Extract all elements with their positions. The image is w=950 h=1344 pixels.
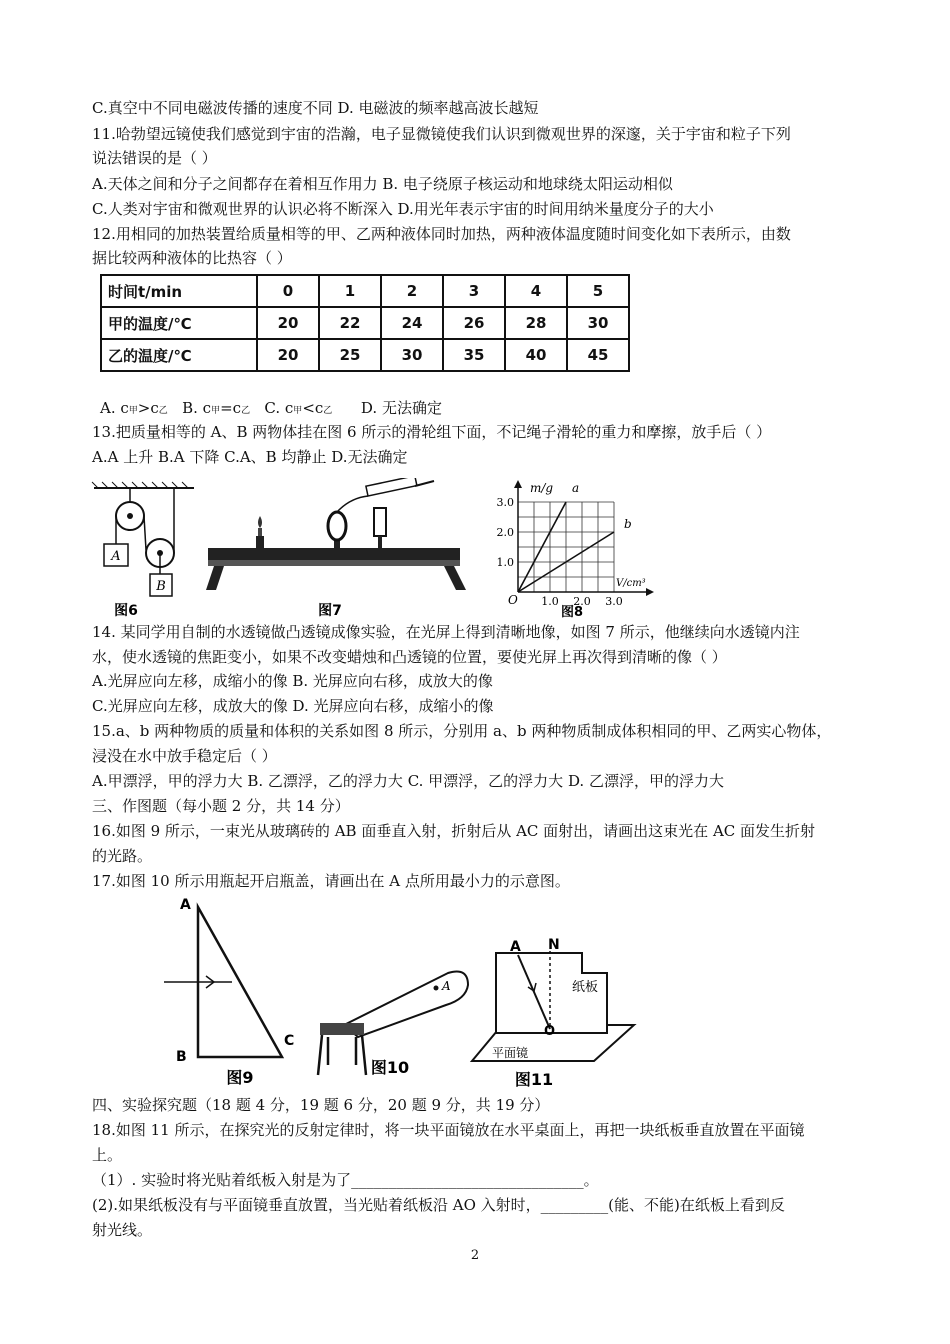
vertex-b-label: B (176, 1049, 187, 1065)
q11-stem-cont: 说法错误的是（ ） (92, 149, 217, 167)
option-a: A. c甲>c乙 (100, 399, 168, 417)
section-4-heading: 四、实验探究题（18 题 4 分，19 题 6 分，20 题 9 分，共 19 分） (92, 1096, 550, 1114)
section-3-heading: 三、作图题（每小题 2 分，共 14 分） (92, 797, 350, 815)
temperature-table (100, 274, 630, 372)
q18-stem-cont: 上。 (92, 1146, 123, 1164)
point-a-label: A (442, 979, 451, 993)
table-cell: 28 (505, 307, 567, 339)
ray-a-label: A (510, 939, 521, 955)
table-cell: 甲的温度/℃ (101, 307, 257, 339)
table-cell: 24 (381, 307, 443, 339)
page-number: 2 (470, 1248, 480, 1263)
table-cell: 35 (443, 339, 505, 371)
q14-stem: 14. 某同学用自制的水透镜做凸透镜成像实验，在光屏上得到清晰地像，如图 7 所示，他继续向水透镜内注 (92, 623, 800, 641)
figure-caption: 图11 (514, 1070, 554, 1089)
y-tick-label: 2.0 (496, 526, 514, 539)
table-cell: 5 (567, 275, 629, 307)
q12-stem: 12.用相同的加热装置给质量相等的甲、乙两种液体同时加热，两种液体温度随时间变化如下表所示，由数 (92, 225, 791, 243)
origin-label: O (508, 593, 518, 607)
q18-part-2: (2).如果纸板没有与平面镜垂直放置，当光贴着纸板沿 AO 入射时，_________(能、不能)在纸板上看到反 (92, 1196, 785, 1214)
table-cell: 时间t/min (101, 275, 257, 307)
table-cell: 30 (567, 307, 629, 339)
table-cell: 45 (567, 339, 629, 371)
y-tick-label: 3.0 (496, 496, 514, 509)
figure-caption: 图7 (318, 603, 342, 618)
q18-part-2-cont: 射光线。 (92, 1221, 153, 1239)
figure-caption: 图8 (560, 605, 584, 620)
table-cell: 30 (381, 339, 443, 371)
table-row (101, 275, 629, 307)
x-tick-label: 3.0 (605, 595, 623, 608)
table-cell: 25 (319, 339, 381, 371)
q18-part-1: （1）. 实验时将光贴着纸板入射是为了_______________________________。 (92, 1171, 599, 1189)
x-tick-label: 1.0 (541, 595, 559, 608)
q15-options: A.甲漂浮，甲的浮力大 B. 乙漂浮，乙的浮力大 C. 甲漂浮，乙的浮力大 D. 乙漂浮，甲的浮力大 (92, 772, 724, 790)
chart-grid (518, 502, 614, 592)
figure-caption: 图6 (114, 603, 138, 618)
table-cell: 3 (443, 275, 505, 307)
table-cell: 1 (319, 275, 381, 307)
q16-stem: 16.如图 9 所示，一束光从玻璃砖的 AB 面垂直入射，折射后从 AC 面射出，请画出这束光在 AC 面发生折射 (92, 822, 816, 840)
table-cell: 40 (505, 339, 567, 371)
y-axis-arrow (514, 480, 522, 488)
vertex-c-label: C (284, 1033, 295, 1049)
figure-caption: 图9 (226, 1068, 254, 1087)
q15-stem-cont: 浸没在水中放手稳定后（ ） (92, 747, 277, 765)
table-cell: 乙的温度/℃ (101, 339, 257, 371)
table-cell: 20 (257, 339, 319, 371)
q13-options: A.A 上升 B.A 下降 C.A、B 均静止 D.无法确定 (92, 448, 408, 466)
q14-stem-cont: 水，使水透镜的焦距变小，如果不改变蜡烛和凸透镜的位置，要使光屏上再次得到清晰的像（ ） (92, 648, 727, 666)
q18-stem: 18.如图 11 所示，在探究光的反射定律时，将一块平面镜放在水平桌面上，再把一块纸板垂直放置在平面镜 (92, 1121, 805, 1139)
table-cell: 22 (319, 307, 381, 339)
mirror-label: 平面镜 (492, 1046, 529, 1060)
figure-9-prism (160, 895, 310, 1091)
figure-7-optical-bench (200, 478, 470, 618)
table-cell: 4 (505, 275, 567, 307)
q11-options-cd: C.人类对宇宙和微观世界的认识必将不断深入 D.用光年表示宇宙的时间用纳米量度分子的大小 (92, 200, 714, 218)
q16-stem-cont: 的光路。 (92, 847, 153, 865)
q12-options (100, 397, 442, 422)
figure-6-pulley (90, 478, 198, 618)
table-cell: 0 (257, 275, 319, 307)
table-cell: 2 (381, 275, 443, 307)
figure-8-chart (492, 478, 662, 620)
option-d: D. 无法确定 (360, 399, 442, 417)
table-row (101, 339, 629, 371)
table-row (101, 307, 629, 339)
series-a-label: a (572, 481, 580, 495)
table-cell: 20 (257, 307, 319, 339)
x-axis-arrow (646, 588, 654, 596)
figure-10-bottle-opener (308, 945, 478, 1095)
q11-options-ab: A.天体之间和分子之间都存在着相互作用力 B. 电子绕原子核运动和地球绕太阳运动相似 (92, 175, 673, 193)
q10-option-cd: C.真空中不同电磁波传播的速度不同 D. 电磁波的频率越高波长越短 (92, 99, 539, 117)
table-cell: 26 (443, 307, 505, 339)
point-o-label: O (544, 1024, 556, 1039)
q12-stem-cont: 据比较两种液体的比热容（ ） (92, 249, 292, 267)
figure-11-reflection (462, 933, 638, 1093)
q14-options-cd: C.光屏应向左移，成放大的像 D. 光屏应向右移，成缩小的像 (92, 697, 494, 715)
label-a: A (111, 549, 121, 564)
q13-stem: 13.把质量相等的 A、B 两物体挂在图 6 所示的滑轮组下面，不记绳子滑轮的重力和摩擦，放手后（ ） (92, 423, 772, 441)
series-b-label: b (624, 517, 632, 531)
q15-stem: 15.a、b 两种物质的质量和体积的关系如图 8 所示，分别用 a、b 两种物质制成体积相同的甲、乙两实心物体， (92, 722, 832, 740)
label-b: B (156, 579, 166, 594)
normal-n-label: N (548, 937, 560, 953)
q17-stem: 17.如图 10 所示用瓶起开启瓶盖，请画出在 A 点所用最小力的示意图。 (92, 872, 570, 890)
board-label: 纸板 (572, 980, 599, 995)
q11-stem: 11.哈勃望远镜使我们感觉到宇宙的浩瀚，电子显微镜使我们认识到微观世界的深邃，关于宇宙和粒子下列 (92, 125, 791, 143)
vertex-a-label: A (180, 897, 191, 913)
x-tick-label: 2.0 (573, 595, 591, 608)
x-axis-label: V/cm³ (616, 578, 646, 589)
option-c: C. c甲<c乙 (264, 399, 333, 417)
y-axis-label: m/g (530, 481, 554, 495)
q14-options-ab: A.光屏应向左移，成缩小的像 B. 光屏应向右移，成放大的像 (92, 672, 493, 690)
figure-caption: 图10 (370, 1058, 410, 1077)
option-b: B. c甲=c乙 (182, 399, 251, 417)
y-tick-label: 1.0 (496, 556, 514, 569)
